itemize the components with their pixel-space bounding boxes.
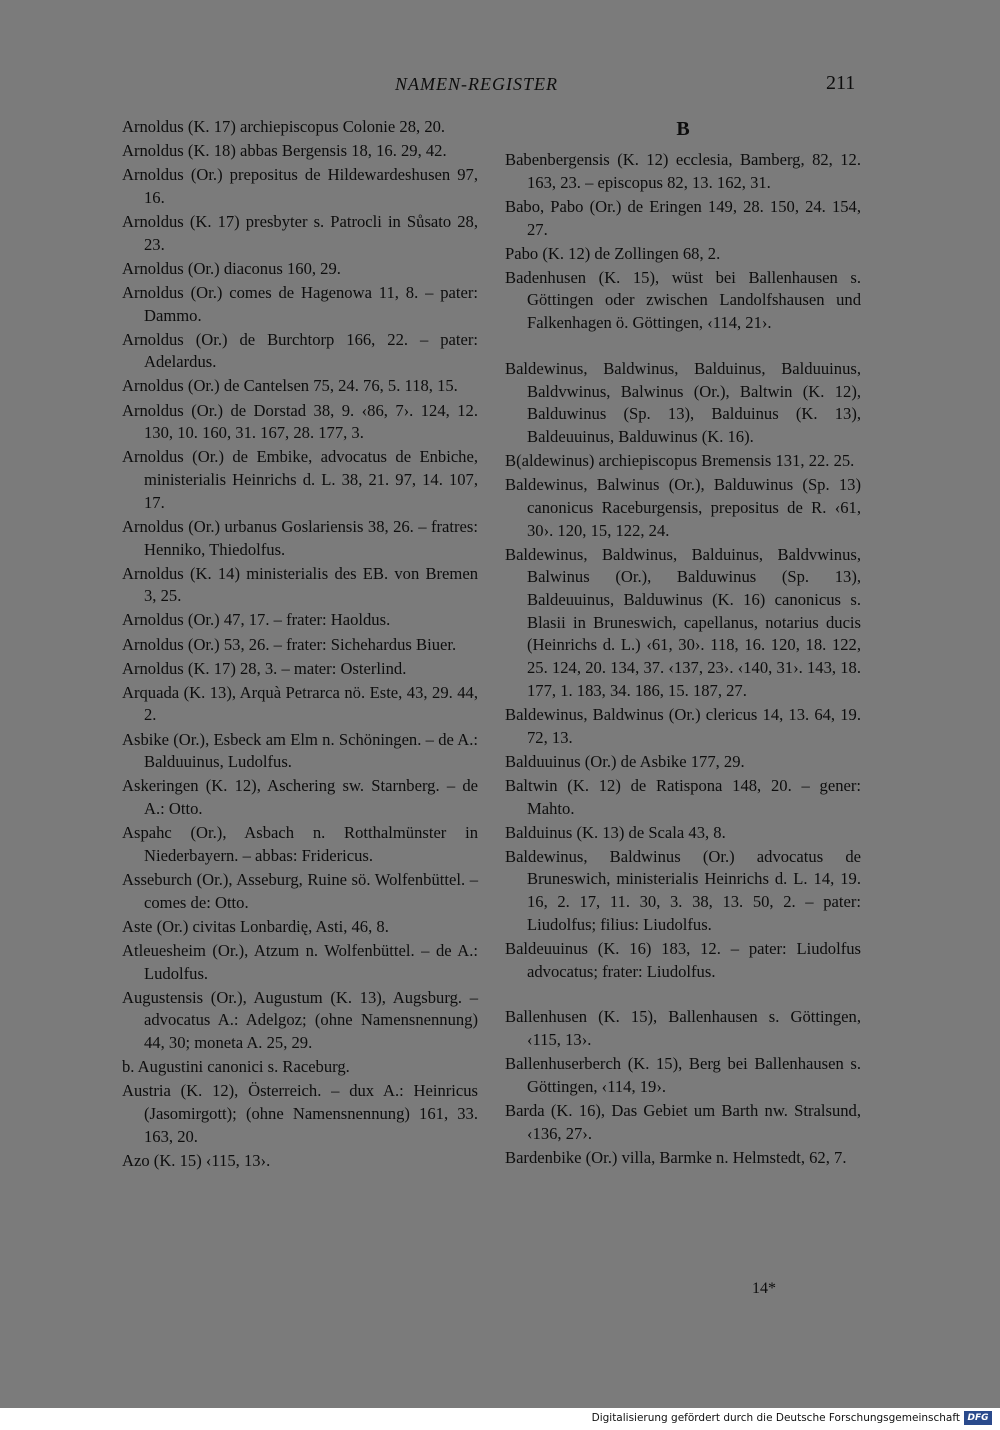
index-entry: Ballenhuserberch (K. 15), Berg bei Ballenhausen s. Göttingen, ‹114, 19›. <box>505 1054 861 1096</box>
index-entry: Balduinus (K. 13) de Scala 43, 8. <box>505 822 726 842</box>
index-entry: Arnoldus (Or.) de Burchtorp 166, 22. – pater: Adelardus. <box>122 329 478 372</box>
index-entry: Arnoldus (Or.) urbanus Goslariensis 38, 26. – fratres: Henniko, Thiedolfus. <box>122 516 478 559</box>
left-column <box>122 116 478 1174</box>
index-entry: Arnoldus (Or.) de Embike, advocatus de Enbiche, ministerialis Heinrichs d. L. 38, 21. 97, 14. 107, 17. <box>122 447 478 512</box>
section-letter: B <box>676 118 690 140</box>
index-entry: Pabo (K. 12) de Zollingen 68, 2. <box>505 243 721 263</box>
page-number: 211 <box>826 72 856 94</box>
index-entry: Baldewinus, Baldwinus, Balduinus, Balduuinus, Baldvwinus, Balwinus (Or.), Baltwin (K. 12), Balduwinus (Sp. 13), Balduinus (K. 13), Baldeuuinus, Balduwinus (K. 16). <box>505 358 861 446</box>
index-entry: Arnoldus (Or.) 47, 17. – frater: Haoldus. <box>122 610 391 630</box>
index-entry: Atleuesheim (Or.), Atzum n. Wolfenbüttel. – de A.: Ludolfus. <box>122 940 478 983</box>
running-title: NAMEN-REGISTER <box>395 74 558 94</box>
index-entry: Asseburch (Or.), Asseburg, Ruine sö. Wolfenbüttel. – comes de: Otto. <box>122 869 478 912</box>
index-entry: Arnoldus (K. 18) abbas Bergensis 18, 16. 29, 42. <box>122 141 447 161</box>
index-entry: Baldeuuinus (K. 16) 183, 12. – pater: Liudolfus advocatus; frater: Liudolfus. <box>505 938 861 981</box>
index-entry: Ballenhusen (K. 15), Ballenhausen s. Göttingen, ‹115, 13›. <box>505 1007 861 1049</box>
index-entry: Aste (Or.) civitas Lonbardię, Asti, 46, 8. <box>122 916 389 936</box>
index-entry: Arquada (K. 13), Arquà Petrarca nö. Este, 43, 29. 44, 2. <box>122 682 478 725</box>
index-entry: Babenbergensis (K. 12) ecclesia, Bamberg, 82, 12. 163, 23. – episcopus 82, 13. 162, 31. <box>505 150 861 192</box>
dfg-logo-icon[interactable]: DFG <box>964 1411 992 1425</box>
index-entry: Asbike (Or.), Esbeck am Elm n. Schöningen. – de A.: Balduuinus, Ludolfus. <box>122 729 478 772</box>
index-entry: Arnoldus (K. 14) ministerialis des EB. von Bremen 3, 25. <box>122 563 478 606</box>
index-entry: Austria (K. 12), Österreich. – dux A.: Heinricus (Jasomirgott); (ohne Namensnennung) 161, 33. 163, 20. <box>122 1081 478 1146</box>
index-entry: Baldewinus, Baldwinus, Balduinus, Baldvwinus, Balwinus (Or.), Balduwinus (Sp. 13), Baldeuuinus, Balduwinus (K. 16) canonicus s. Blasii in Bruneswich, capellanus, notarius ducis (Heinrichs d. L.) ‹61, 30›. 118, 16. 120, 18. 122, 25. 124, 20. 134, 37. ‹137, 23›. ‹140, 31›. 143, 18. 177, 1. 183, 34. 186, 15. 187, 27. <box>505 544 861 700</box>
index-entry: Baldewinus, Baldwinus (Or.) advocatus de Bruneswich, ministerialis Heinrichs d. L. 14, 19. 16, 2. 17, 11. 30, 3. 38, 13. 50, 2. – pater: Liudolfus; filius: Liudolfus. <box>505 846 861 934</box>
index-entry: Arnoldus (K. 17) 28, 3. – mater: Osterlind. <box>122 658 407 678</box>
index-entry: Augustensis (Or.), Augustum (K. 13), Augsburg. – advocatus A.: Adelgoz; (ohne Namensnennung) 44, 30; moneta A. 25, 29. <box>122 987 478 1053</box>
index-entry: Arnoldus (Or.) 53, 26. – frater: Sichehardus Biuer. <box>122 634 457 654</box>
signature-mark: 14* <box>752 1280 776 1297</box>
index-entry: Barda (K. 16), Das Gebiet um Barth nw. Stralsund, ‹136, 27›. <box>505 1100 861 1143</box>
index-entry: Arnoldus (Or.) de Dorstad 38, 9. ‹86, 7›. 124, 12. 130, 10. 160, 31. 167, 28. 177, 3. <box>122 400 478 443</box>
index-entry: Arnoldus (K. 17) archiepiscopus Colonie 28, 20. <box>122 117 446 136</box>
index-entry: Arnoldus (K. 17) presbyter s. Patrocli in Sůsato 28, 23. <box>122 211 478 254</box>
index-entry: Arnoldus (Or.) diaconus 160, 29. <box>122 258 341 278</box>
footer-credit: Digitalisierung gefördert durch die Deutsche Forschungsgemeinschaft <box>591 1412 960 1424</box>
index-entry: Arnoldus (Or.) de Cantelsen 75, 24. 76, 5. 118, 15. <box>122 376 458 396</box>
footer-bar <box>0 1408 1000 1430</box>
index-entry: Arnoldus (Or.) comes de Hagenowa 11, 8. – pater: Dammo. <box>122 282 478 325</box>
index-entry: Baldewinus, Balwinus (Or.), Balduwinus (Sp. 13) canonicus Raceburgensis, prepositus de R. ‹61, 30›. 120, 15, 122, 24. <box>505 475 861 540</box>
index-entry: Baltwin (K. 12) de Ratispona 148, 20. – gener: Mahto. <box>505 775 861 818</box>
index-entry: Bardenbike (Or.) villa, Barmke n. Helmstedt, 62, 7. <box>505 1147 847 1167</box>
index-entry: Babo, Pabo (Or.) de Eringen 149, 28. 150, 24. 154, 27. <box>505 196 861 239</box>
index-entry: Baldewinus, Baldwinus (Or.) clericus 14, 13. 64, 19. 72, 13. <box>505 704 861 747</box>
index-entry: Aspahc (Or.), Asbach n. Rotthalmünster in Niederbayern. – abbas: Fridericus. <box>122 823 478 865</box>
index-entry: Balduuinus (Or.) de Asbike 177, 29. <box>505 751 745 771</box>
index-entry: Azo (K. 15) ‹115, 13›. <box>122 1150 271 1170</box>
index-entry: B(aldewinus) archiepiscopus Bremensis 131, 22. 25. <box>505 451 855 470</box>
index-entry: Badenhusen (K. 15), wüst bei Ballenhausen s. Göttingen oder zwischen Landolfshausen und Falkenhagen ö. Göttingen, ‹114, 21›. <box>505 267 861 333</box>
index-entry: Askeringen (K. 12), Aschering sw. Starnberg. – de A.: Otto. <box>122 776 478 819</box>
right-column <box>505 116 861 1171</box>
index-entry: Arnoldus (Or.) prepositus de Hildewardeshusen 97, 16. <box>122 165 478 207</box>
index-entry: b. Augustini canonici s. Raceburg. <box>122 1057 350 1077</box>
